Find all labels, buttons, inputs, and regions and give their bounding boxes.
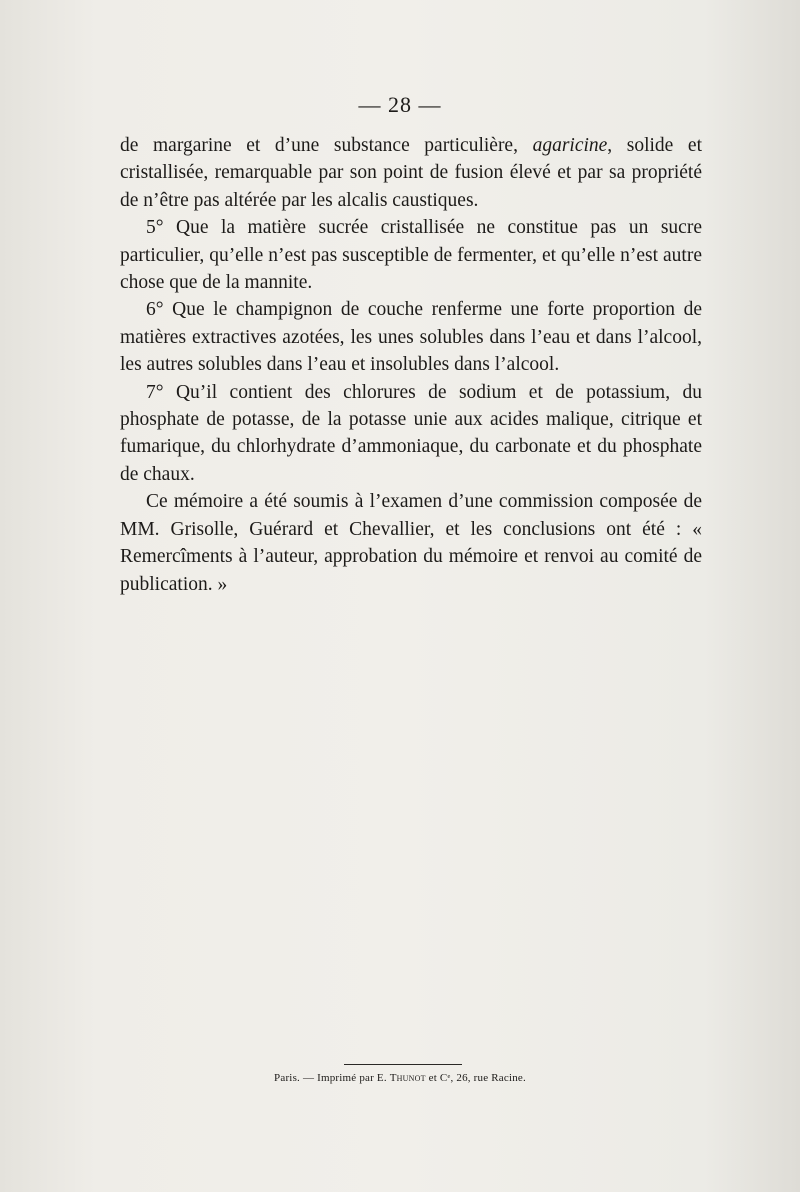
paragraph-point-6: 6° Que le champignon de couche renferme une forte proportion de matières extractives azotées, les unes solubles dans l’eau et dans l’alcool, les autres solubles dans l’eau et insolubles dans l’alcool. [120, 299, 702, 376]
paragraph-text: de margarine et d’une substance particulière, [120, 135, 533, 156]
imprint-suffix: et Cᵉ, 26, rue Racine. [425, 1072, 526, 1084]
imprint-printer: Thunot [389, 1072, 426, 1084]
paragraph-text: , solide et cristallisée, remarquable par son point de fusion élevé et par sa propriété de n’être pas altérée par les alcalis caustiques. [120, 135, 702, 211]
agaricine-term: agaricine [532, 135, 608, 156]
page-number: — 28 — [358, 92, 442, 117]
printer-imprint [0, 1072, 800, 1084]
body-text [120, 132, 702, 598]
imprint-prefix: Paris. — Imprimé par E. [274, 1072, 390, 1084]
footer-rule [344, 1064, 462, 1065]
paragraph-commission: Ce mémoire a été soumis à l’examen d’une commission composée de MM. Grisolle, Guérard et Chevallier, et les conclusions ont été : « Remercîments à l’auteur, approbation du mémoire et renvoi au comité de publication. » [120, 491, 702, 595]
paragraph-agaricine [120, 132, 702, 214]
paragraph-point-7: 7° Qu’il contient des chlorures de sodium et de potassium, du phosphate de potasse, de la potasse unie aux acides malique, citrique et fumarique, du chlorhydrate d’ammoniaque, du carbonate et du phosphate de chaux. [120, 381, 702, 485]
paragraph-point-5: 5° Que la matière sucrée cristallisée ne constitue pas un sucre particulier, qu’elle n’est pas susceptible de fermenter, et qu’elle n’est autre chose que de la mannite. [120, 217, 702, 294]
